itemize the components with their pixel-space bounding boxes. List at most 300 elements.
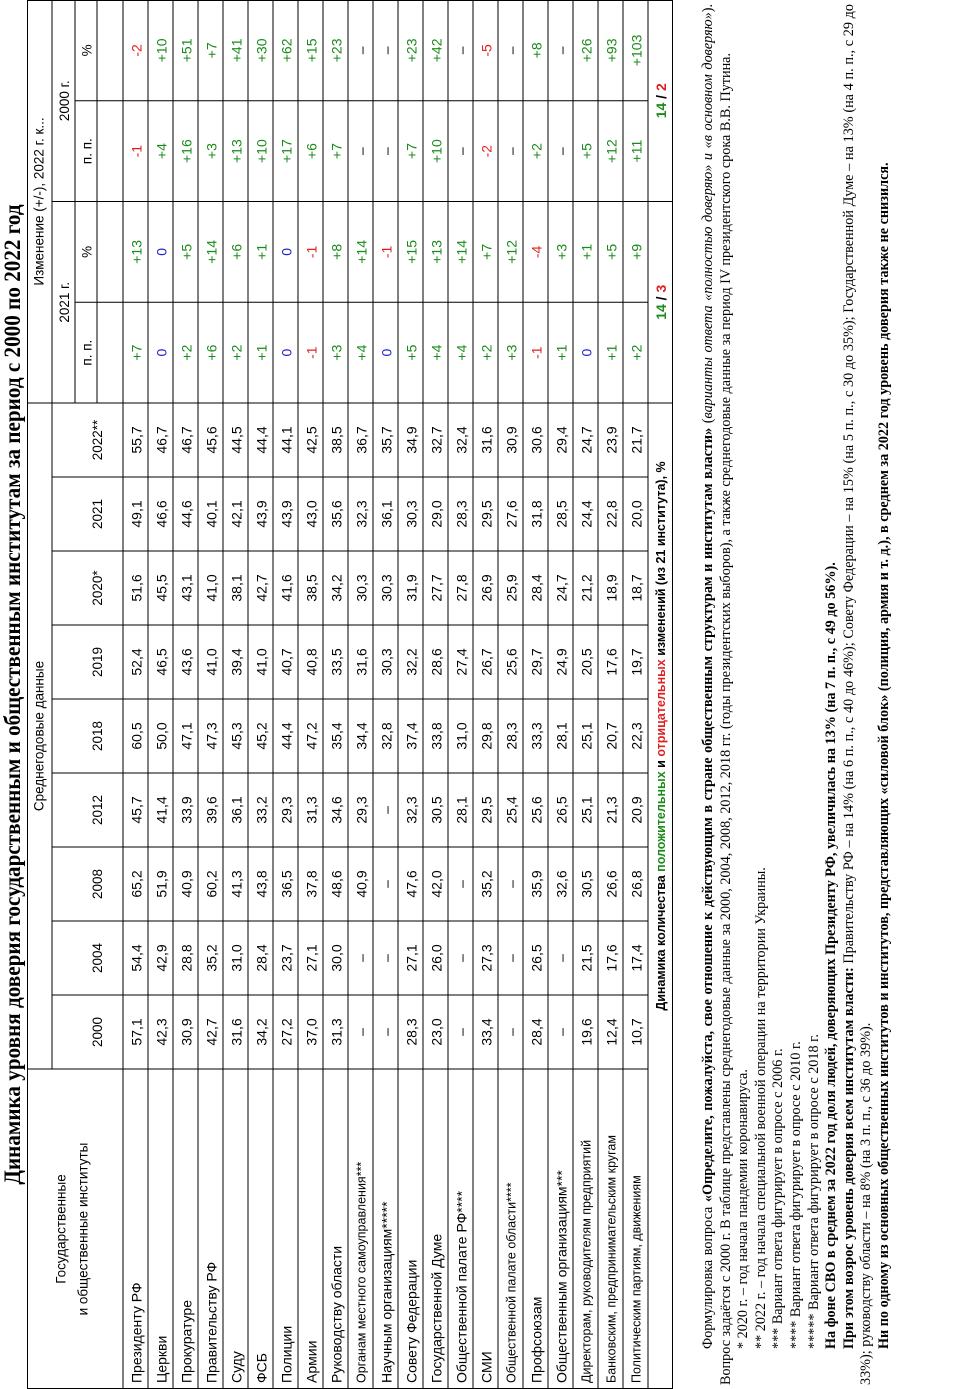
trust-value: 42,0 [428,870,445,898]
note-president: На фоне СВО в среднем за 2022 год доля людей, доверяющих Президенту РФ, увеличилась на 13% (на 7 п. п., с 49 до 56%). [823,562,840,1349]
change-value: +10 [253,139,270,163]
trust-value: 45,7 [128,796,145,824]
trust-value: 34,6 [328,796,345,824]
trust-value: 29,0 [428,500,445,528]
footnote-1: * 2020 г. – год начала пандемии коронавируса. [735,1069,752,1349]
trust-value: 20,9 [628,796,645,824]
trust-value: 33,4 [478,1018,495,1046]
trust-value: 30,6 [528,426,545,454]
year-header-2000: 2000 [90,1016,105,1048]
trust-value: 35,4 [328,722,345,750]
change-value: -4 [528,245,545,259]
institution-name: Армии [303,1340,320,1383]
trust-value: 40,9 [353,870,370,898]
year-header-2019: 2019 [90,646,105,678]
change-value: +1 [553,344,570,361]
trust-value: 31,3 [303,796,320,824]
change-value: – [453,147,470,156]
institution-name: Общественным организациям*** [553,1170,570,1383]
trust-value: – [378,1028,395,1036]
trust-value: – [553,954,570,962]
trust-value: 32,8 [378,722,395,750]
change-value: +4 [428,344,445,361]
trust-value: 60,5 [128,722,145,750]
trust-value: 55,7 [128,426,145,454]
change-value: +2 [528,143,545,160]
trust-value: 41,4 [153,796,170,824]
change-value: +3 [503,344,520,361]
change-value: +7 [478,243,495,260]
change-value: – [553,46,570,55]
trust-value: 30,0 [328,944,345,972]
trust-value: 31,0 [453,722,470,750]
trust-value: 24,7 [578,426,595,454]
trust-value: 29,5 [478,796,495,824]
trust-value: 20,0 [628,500,645,528]
trust-value: 23,9 [603,426,620,454]
trust-value: 28,1 [553,722,570,750]
trust-value: 32,3 [403,796,420,824]
change-value: +26 [578,38,595,63]
trust-value: – [353,954,370,962]
trust-table-grid [27,0,696,1389]
change-value: +7 [203,42,220,59]
change-value: +23 [328,38,345,63]
trust-value: 38,5 [303,574,320,602]
trust-value: 57,1 [128,1018,145,1046]
change-value: 0 [278,348,295,357]
change-value: +42 [428,38,445,63]
trust-value: 24,4 [578,500,595,528]
trust-value: 25,4 [503,796,520,824]
change-value: +13 [428,240,445,264]
note-question: Формулировка вопроса «Определите, пожалуйста, свое отношение к действующим в стране общественным структурам и институтам власти» (варианты ответа «полностью доверяю» и «в основном доверяю»). Вопрос задаётся с 2000 г. В таблице представлены среднегодовые данные за 2000, 2004, 2008, 2012, 2018 гг. (годы президентских выборов), а также среднегодовые данные за период IV президентского срока В.В. Путина. [700,4,734,1385]
trust-value: 41,0 [203,574,220,602]
change-value: 0 [278,247,295,256]
change-value: +1 [253,344,270,361]
year-header-2022: 2022** [90,419,105,461]
institution-name: Совету Федерации [403,1259,420,1383]
trust-value: 23,7 [278,944,295,972]
change-value: – [453,46,470,55]
change-value: +2 [228,344,245,361]
trust-value: – [503,954,520,962]
institution-name: Руководству области [328,1245,345,1383]
change-value: +5 [603,243,620,260]
trust-value: 43,1 [178,574,195,602]
institution-name: Директорам, руководителям предприятий [579,1139,594,1383]
change-value: +1 [578,243,595,260]
change-value: +12 [503,240,520,264]
institution-name: Президенту РФ [128,1282,145,1383]
change-value: -1 [528,346,545,359]
trust-value: 40,1 [203,500,220,528]
year-header-2012: 2012 [90,794,105,826]
trust-value: 43,9 [253,500,270,528]
trust-value: 40,9 [178,870,195,898]
change-value: +2 [178,344,195,361]
footnote-3: *** Вариант ответа фигурирует в опросе с 2006 г. [770,1048,787,1349]
note-institutions: Ни по одному из основных общественных институтов и институтов, представляющих «силовой блок» (полиция, армия и т. д.), в среднем за 2022 год уровень доверия также не снизился. [875,162,892,1349]
trust-value: 41,3 [228,870,245,898]
change-value: +1 [603,344,620,361]
trust-value: 44,4 [253,426,270,454]
change-value: +15 [303,38,320,63]
trust-value: 30,3 [403,500,420,528]
trust-value: 24,7 [553,574,570,602]
institutions-header: Государственные [53,1174,69,1284]
trust-value: 26,5 [553,796,570,824]
trust-value: 17,6 [603,944,620,972]
change-value: +9 [628,243,645,260]
trust-value: 26,0 [428,944,445,972]
trust-value: 50,0 [153,722,170,750]
change-value: +13 [228,139,245,163]
trust-value: 39,4 [228,648,245,676]
trust-value: 32,3 [353,500,370,528]
trust-value: 39,6 [203,796,220,824]
trust-value: 47,3 [203,722,220,750]
institution-name: Прокуратуре [178,1299,195,1383]
change-value: +51 [178,38,195,63]
change-2000-header: 2000 г. [57,80,72,122]
trust-value: 26,9 [478,574,495,602]
trust-value: 27,8 [453,574,470,602]
trust-value: 25,6 [503,648,520,676]
trust-value: 27,3 [478,944,495,972]
trust-value: 31,0 [228,944,245,972]
trust-value: 26,6 [603,870,620,898]
institution-name: Политическим партиям, движениям [629,1175,644,1383]
trust-value: 47,1 [178,722,195,750]
change-value: +2 [478,344,495,361]
change-value: -1 [128,144,145,158]
trust-value: 24,9 [553,648,570,676]
trust-value: 21,5 [578,944,595,972]
trust-value: 51,9 [153,870,170,898]
change-value: +14 [203,240,220,264]
year-header-2004: 2004 [90,942,105,974]
summary-label: Динамика количества положительных и отрицательных изменений (из 21 института), % [654,461,668,1011]
change-value: +8 [528,42,545,59]
change-value: +6 [228,243,245,260]
institution-name: Церкви [153,1335,170,1383]
trust-value: 42,1 [228,500,245,528]
change-value: – [378,147,395,156]
change-value: +2 [628,344,645,361]
trust-value: 28,4 [253,944,270,972]
footnote-4: **** Вариант ответа фигурирует в опросе с 2010 г. [787,1041,804,1349]
change-value: +14 [353,240,370,264]
change-value: – [503,147,520,156]
trust-value: 18,9 [603,574,620,602]
change-value: – [553,147,570,156]
trust-value: 35,2 [203,944,220,972]
trust-value: 25,1 [578,796,595,824]
trust-value: 42,5 [303,426,320,454]
trust-value: 46,5 [153,648,170,676]
year-header-2018: 2018 [90,720,105,752]
trust-value: 33,9 [178,796,195,824]
trust-value: 41,0 [203,648,220,676]
trust-value: 30,3 [378,574,395,602]
trust-value: 12,4 [603,1018,620,1046]
trust-value: 42,9 [153,944,170,972]
trust-value: 25,9 [503,574,520,602]
trust-value: 48,6 [328,870,345,898]
trust-value: 44,6 [178,500,195,528]
page-title: Динамика уровня доверия государственным и общественным институтам за период с 2000 по 2022 год [0,204,25,1185]
trust-value: 21,7 [628,426,645,454]
trust-value: 20,5 [578,648,595,676]
trust-value: – [453,954,470,962]
change-value: +7 [403,143,420,160]
change-value: +23 [403,38,420,63]
change-value: +13 [128,240,145,264]
change-subheader: п. п. [79,138,95,165]
trust-value: 44,5 [228,426,245,454]
institution-name: ФСБ [253,1353,270,1383]
change-value: +8 [328,243,345,260]
trust-value: 34,2 [253,1018,270,1046]
trust-value: 41,6 [278,574,295,602]
trust-value: 47,6 [403,870,420,898]
trust-value: – [378,880,395,888]
trust-value: 23,0 [428,1018,445,1046]
trust-value: 27,2 [278,1018,295,1046]
trust-value: 27,1 [303,944,320,972]
institution-name: СМИ [478,1351,495,1383]
trust-value: 29,3 [353,796,370,824]
trust-value: 45,5 [153,574,170,602]
change-value: +3 [553,243,570,260]
change-subheader: п. п. [79,339,95,366]
trust-value: 30,9 [178,1018,195,1046]
trust-value: 38,1 [228,574,245,602]
trust-value: 30,5 [428,796,445,824]
trust-value: 30,5 [578,870,595,898]
trust-value: 29,5 [478,500,495,528]
trust-value: 49,1 [128,500,145,528]
trust-value: 32,4 [453,426,470,454]
footnote-2: ** 2022 г. – год начала специальной военной операции на территории Украины. [752,867,769,1349]
trust-value: 52,4 [128,648,145,676]
trust-value: 37,4 [403,722,420,750]
summary-2000: 14 / 2 [653,83,669,119]
change-value: 0 [153,348,170,357]
trust-value: – [453,1028,470,1036]
change-value: -1 [378,245,395,259]
change-value: +11 [628,139,645,163]
trust-value: 37,8 [303,870,320,898]
change-value: +6 [203,344,220,361]
trust-value: 28,6 [428,648,445,676]
change-value: -2 [478,144,495,158]
trust-value: – [503,1028,520,1036]
trust-table [27,0,696,1389]
change-value: +15 [403,240,420,264]
trust-value: 42,7 [253,574,270,602]
change-value: – [378,46,395,55]
change-value: +30 [253,38,270,63]
change-value: +12 [603,139,620,163]
trust-value: 41,0 [253,648,270,676]
trust-value: 21,3 [603,796,620,824]
change-value: +4 [353,344,370,361]
trust-value: 60,2 [203,870,220,898]
trust-value: 35,9 [528,870,545,898]
trust-value: 43,8 [253,870,270,898]
institution-name: Профсоюзам [528,1296,545,1383]
footnote-5: ***** Вариант ответа фигурирует в опросе с 2018 г. [805,1034,822,1349]
institution-name: Банковским, предпринимательским кругам [604,1135,619,1383]
trust-value: 28,4 [528,574,545,602]
change-value: +16 [178,139,195,163]
change-value: +4 [153,143,170,160]
change-value: +41 [228,38,245,63]
trust-value: 17,6 [603,648,620,676]
institution-name: Государственной Думе [428,1233,445,1383]
change-value: -5 [478,44,495,57]
trust-value: 51,6 [128,574,145,602]
trust-value: 46,7 [178,426,195,454]
trust-value: 17,4 [628,944,645,972]
change-value: +17 [278,139,295,163]
change-value: +10 [153,38,170,63]
trust-value: 25,1 [578,722,595,750]
trust-value: 30,9 [503,426,520,454]
change-value: +7 [328,143,345,160]
trust-value: 65,2 [128,870,145,898]
change-header: Изменение (+/-), 2022 г. к... [31,117,47,286]
trust-value: 25,6 [528,796,545,824]
trust-value: 31,9 [403,574,420,602]
trust-value: 45,3 [228,722,245,750]
change-value: +5 [403,344,420,361]
trust-value: 31,6 [478,426,495,454]
change-value: +4 [453,344,470,361]
change-value: -1 [303,245,320,259]
change-value: +93 [603,38,620,63]
trust-value: 27,4 [453,648,470,676]
trust-value: 42,7 [203,1018,220,1046]
trust-value: 22,3 [628,722,645,750]
trust-value: 26,8 [628,870,645,898]
change-value: -1 [303,346,320,359]
institution-name: Органам местного самоуправления*** [354,1161,369,1383]
change-value: 0 [578,348,595,357]
trust-value: 46,7 [153,426,170,454]
trust-value: 29,7 [528,648,545,676]
change-value: +1 [253,243,270,260]
trust-value: 26,5 [528,944,545,972]
notes-block [700,4,972,1385]
trust-value: 43,0 [303,500,320,528]
trust-value: – [378,954,395,962]
trust-value: 22,8 [603,500,620,528]
change-value: -2 [128,44,145,57]
trust-value: – [553,1028,570,1036]
trust-value: 33,2 [253,796,270,824]
trust-value: 46,6 [153,500,170,528]
avg-data-header: Среднегодовые данные [31,660,47,812]
trust-value: 28,1 [453,796,470,824]
trust-value: 27,7 [428,574,445,602]
trust-value: 31,3 [328,1018,345,1046]
trust-value: 18,7 [628,574,645,602]
trust-value: 28,5 [553,500,570,528]
change-value: 0 [378,348,395,357]
change-value: – [353,46,370,55]
year-header-2008: 2008 [90,868,105,900]
trust-value: 31,6 [228,1018,245,1046]
trust-value: 54,4 [128,944,145,972]
trust-value: 29,4 [553,426,570,454]
change-value: +7 [128,344,145,361]
trust-value: 28,3 [453,500,470,528]
trust-value: 19,7 [628,648,645,676]
change-subheader: % [79,245,95,258]
trust-value: 38,5 [328,426,345,454]
change-value: – [503,46,520,55]
trust-value: – [378,806,395,814]
trust-value: 43,6 [178,648,195,676]
trust-value: – [453,880,470,888]
change-value: +10 [428,139,445,163]
trust-value: 40,8 [303,648,320,676]
trust-value: 44,4 [278,722,295,750]
trust-value: 44,1 [278,426,295,454]
trust-value: 47,2 [303,722,320,750]
trust-value: 34,9 [403,426,420,454]
change-value: +5 [178,243,195,260]
summary-2021: 14 / 3 [653,284,669,320]
trust-value: 32,6 [553,870,570,898]
trust-value: 31,6 [353,648,370,676]
trust-value: 33,5 [328,648,345,676]
trust-value: 43,9 [278,500,295,528]
year-header-2020: 2020* [90,570,105,606]
institution-name: Правительству РФ [203,1261,220,1383]
trust-value: 34,4 [353,722,370,750]
institution-name: Суду [228,1351,245,1383]
note-authorities: При этом возрос уровень доверия всем институтам власти: Правительству РФ – на 14% (на 6 п. п., с 40 до 46%); Совету Федерации – на 15% (на 5 п. п., с 30 до 35%); Государственной Думе – на 13% (на 4 п. п., с 29 до 33%); руководству области – на 8% (на 3 п. п., с 36 до 39%). [840,4,875,1385]
change-subheader: % [79,44,95,57]
trust-value: 45,6 [203,426,220,454]
institutions-header: и общественные институты [75,1142,91,1316]
year-header-2021: 2021 [90,498,105,530]
trust-value: 37,0 [303,1018,320,1046]
trust-value: – [353,1028,370,1036]
trust-value: 40,7 [278,648,295,676]
trust-value: 27,1 [403,944,420,972]
change-value: +6 [303,143,320,160]
trust-value: 29,8 [478,722,495,750]
trust-value: 27,6 [503,500,520,528]
change-value: +103 [628,34,645,67]
trust-value: – [503,880,520,888]
trust-value: 35,7 [378,426,395,454]
change-value: +3 [203,143,220,160]
trust-value: 36,7 [353,426,370,454]
change-value: +14 [453,240,470,264]
change-value: 0 [153,247,170,256]
trust-value: 30,3 [353,574,370,602]
trust-value: 31,8 [528,500,545,528]
trust-value: 26,7 [478,648,495,676]
trust-value: 33,8 [428,722,445,750]
trust-value: 21,2 [578,574,595,602]
